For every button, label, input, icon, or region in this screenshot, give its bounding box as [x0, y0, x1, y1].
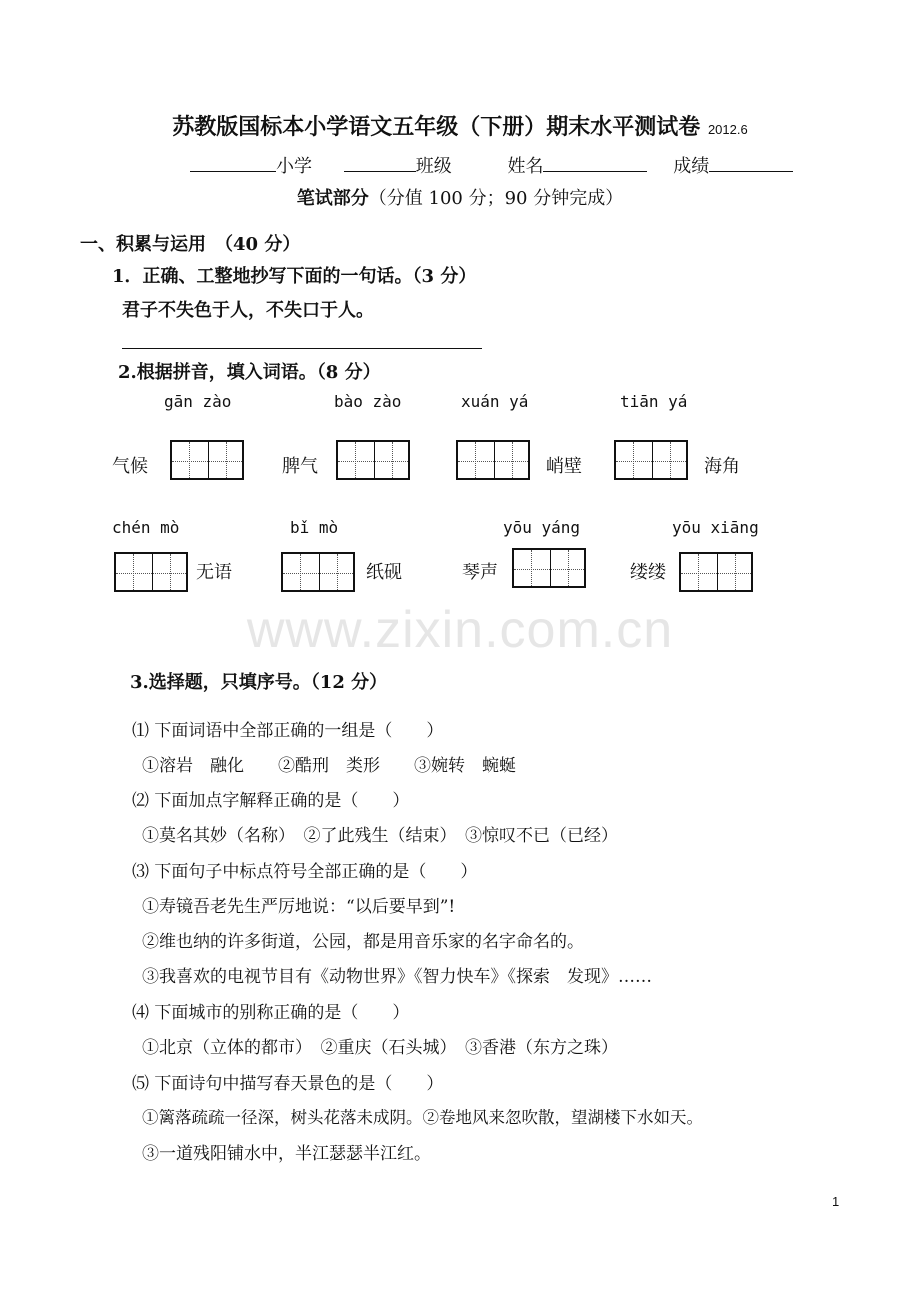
- answer-grid-3[interactable]: [456, 440, 530, 480]
- q3-sub5-stem: ⑸ 下面诗句中描写春天景色的是（ ）: [132, 1074, 444, 1094]
- name-blank[interactable]: [543, 155, 647, 172]
- q3-sub3-option-3: ③我喜欢的电视节目有《动物世界》《智力快车》《探索 发现》……: [142, 967, 652, 987]
- q3-sub3-option-2: ②维也纳的许多街道，公园，都是用音乐家的名字命名的。: [142, 932, 584, 952]
- title-date: 2012.6: [707, 122, 748, 137]
- answer-grid-5[interactable]: [114, 552, 188, 592]
- pinyin-3: xuán yá: [461, 392, 529, 411]
- q1-sentence: 君子不失色于人，不失口于人。: [122, 300, 374, 321]
- name-label: 姓名: [507, 156, 544, 177]
- watermark: www.zixin.com.cn: [246, 601, 674, 659]
- pinyin-4: tiān yá: [620, 392, 688, 411]
- q3-sub5-option-2: ③一道残阳铺水中，半江瑟瑟半江红。: [142, 1144, 431, 1164]
- q1-answer-line[interactable]: [122, 348, 482, 349]
- answer-grid-1[interactable]: [170, 440, 244, 480]
- q3-sub1-options: ①溶岩 融化 ②酷刑 类形 ③婉转 蜿蜒: [142, 756, 516, 776]
- word-after-4: 海角: [704, 456, 740, 477]
- q3-sub1-stem: ⑴ 下面词语中全部正确的一组是（ ）: [132, 721, 444, 741]
- q3-sub3-stem: ⑶ 下面句子中标点符号全部正确的是（ ）: [132, 862, 478, 882]
- title-text: 苏教版国标本小学语文五年级（下册）期末水平测试卷: [172, 114, 701, 140]
- q3-sub4-options: ①北京（立体的都市） ②重庆（石头城） ③香港（东方之珠）: [142, 1038, 618, 1058]
- pinyin-7: yōu yáng: [503, 518, 581, 537]
- score-label: 成绩: [673, 156, 710, 177]
- answer-grid-4[interactable]: [614, 440, 688, 480]
- word-before-7: 琴声: [462, 562, 498, 583]
- q3-prompt: 3.选择题，只填序号。（12 分）: [130, 672, 388, 693]
- subtitle-rest: （分值 100 分；90 分钟完成）: [368, 188, 624, 209]
- answer-grid-7[interactable]: [512, 548, 586, 588]
- page-number: 1: [832, 1194, 840, 1209]
- student-info-line: [190, 152, 793, 178]
- word-after-3: 峭壁: [546, 456, 582, 477]
- page-title: [0, 110, 920, 141]
- pinyin-6: bǐ mò: [290, 518, 339, 537]
- q3-sub2-options: ①莫名其妙（名称） ②了此残生（结束） ③惊叹不已（已经）: [142, 826, 618, 846]
- word-before-2: 脾气: [282, 456, 318, 477]
- school-label: 小学: [276, 156, 312, 177]
- q3-sub3-option-1: ①寿镜吾老先生严厉地说：“以后要早到”!: [142, 897, 456, 917]
- q3-sub2-stem: ⑵ 下面加点字解释正确的是（ ）: [132, 791, 410, 811]
- word-before-1: 气候: [112, 456, 148, 477]
- pinyin-2: bào zào: [334, 392, 402, 411]
- word-after-5: 无语: [196, 562, 232, 583]
- section1-heading: 一、积累与运用 （40 分）: [80, 234, 301, 255]
- school-blank[interactable]: [190, 155, 276, 172]
- q3-sub5-option-1: ①篱落疏疏一径深，树头花落未成阴。②卷地风来忽吹散，望湖楼下水如天。: [142, 1108, 703, 1127]
- answer-grid-8[interactable]: [679, 552, 753, 592]
- q2-prompt: 2.根据拼音，填入词语。（8 分）: [118, 362, 381, 383]
- class-blank[interactable]: [344, 155, 416, 172]
- class-label: 班级: [415, 156, 452, 177]
- answer-grid-6[interactable]: [281, 552, 355, 592]
- q3-sub4-stem: ⑷ 下面城市的别称正确的是（ ）: [132, 1003, 410, 1023]
- word-before-8: 缕缕: [630, 562, 666, 583]
- score-blank[interactable]: [709, 155, 793, 172]
- pinyin-8: yōu xiāng: [672, 518, 759, 537]
- subtitle-bold: 笔试部分: [296, 188, 369, 209]
- pinyin-1: gān zào: [164, 392, 232, 411]
- subtitle: [0, 184, 920, 210]
- answer-grid-2[interactable]: [336, 440, 410, 480]
- word-after-6: 纸砚: [366, 562, 402, 583]
- q1-prompt: 1．正确、工整地抄写下面的一句话。（3 分）: [112, 266, 477, 287]
- pinyin-5: chén mò: [112, 518, 180, 537]
